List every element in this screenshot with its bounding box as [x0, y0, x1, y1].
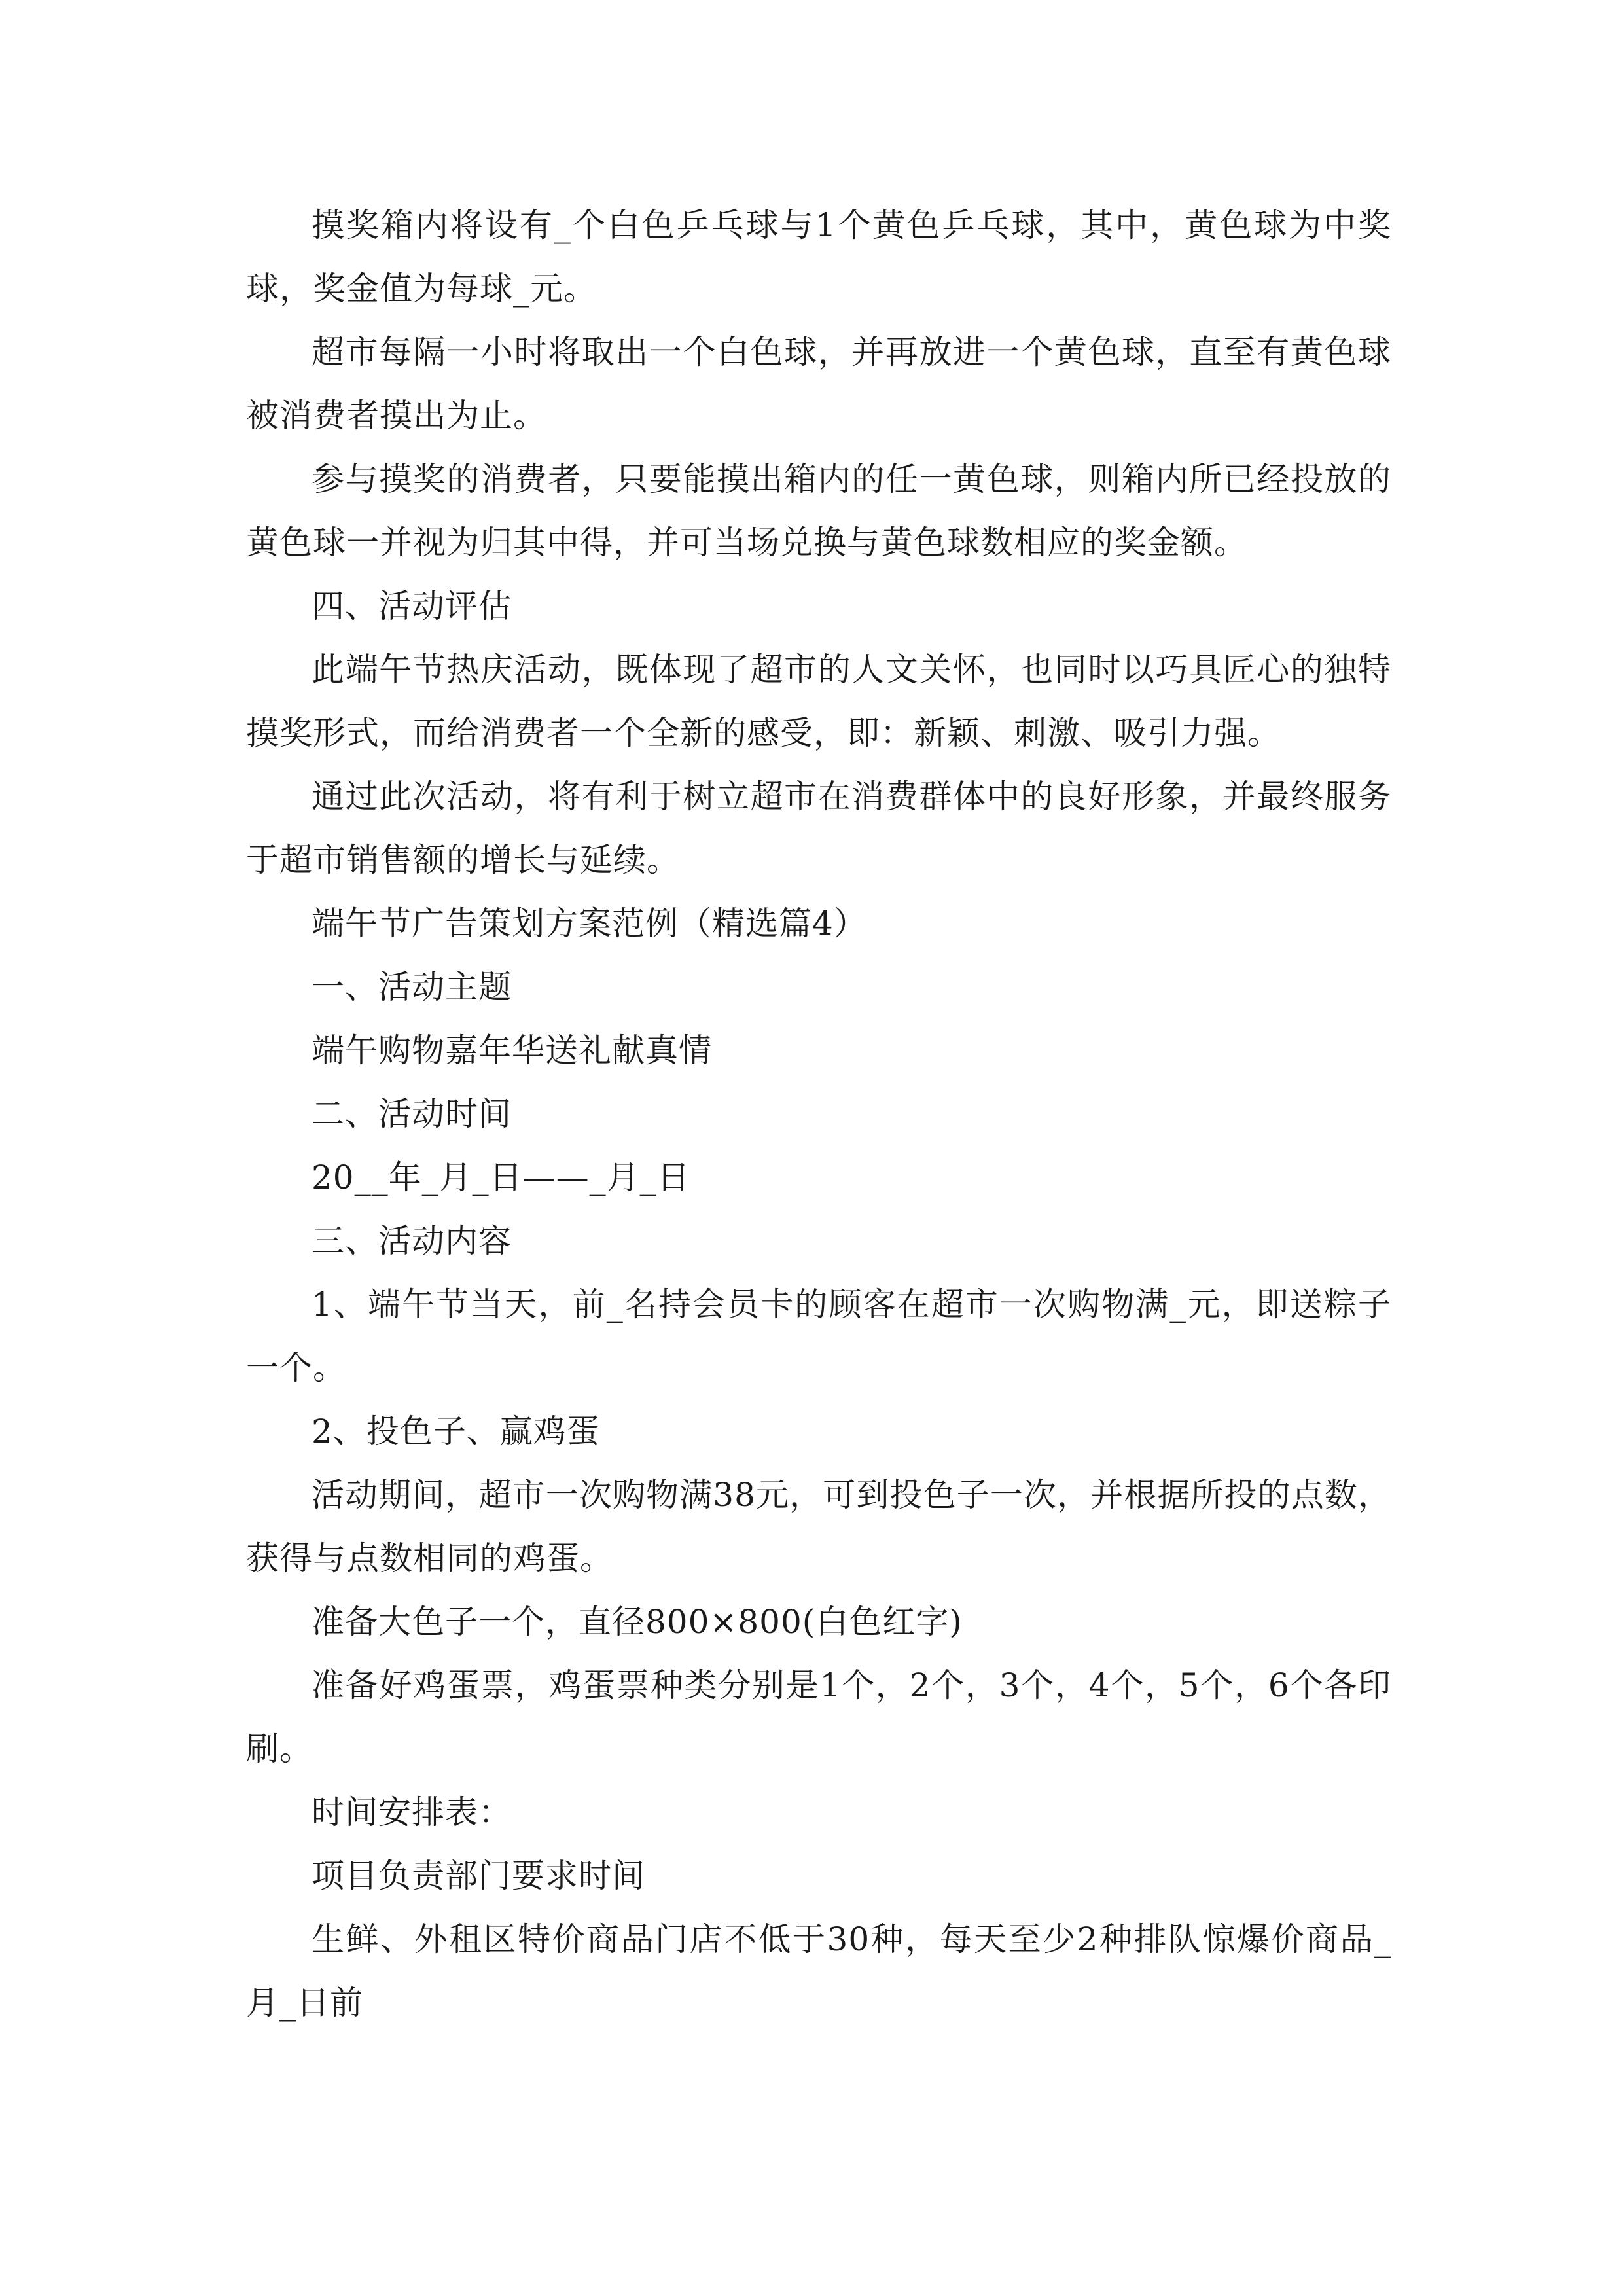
paragraph-dice-prep: 准备大色子一个，直径800×800(白色红字)	[312, 1603, 963, 1641]
heading-activity-theme: 一、活动主题	[312, 968, 512, 1006]
paragraph-schedule-row: 生鲜、外租区特价商品门店不低于30种，每天至少2种排队惊爆价商品_月_日前	[246, 1920, 1391, 2022]
paragraph-content-item-1: 1、端午节当天，前_名持会员卡的顾客在超市一次购物满_元，即送粽子一个。	[246, 1285, 1391, 1387]
paragraph-evaluation-benefit: 通过此次活动，将有利于树立超市在消费群体中的良好形象，并最终服务于超市销售额的增长与延续。	[246, 778, 1391, 879]
paragraph-hourly-swap: 超市每隔一小时将取出一个白色球，并再放进一个黄色球，直至有黄色球被消费者摸出为止。	[246, 333, 1391, 435]
paragraph-schedule-header: 项目负责部门要求时间	[312, 1857, 645, 1895]
paragraph-evaluation-detail: 此端午节热庆活动，既体现了超市的人文关怀，也同时以巧具匠心的独特摸奖形式，而给消费者一个全新的感受，即：新颖、刺激、吸引力强。	[246, 651, 1391, 752]
paragraph-participants: 参与摸奖的消费者，只要能摸出箱内的任一黄色球，则箱内所已经投放的黄色球一并视为归其中得，并可当场兑换与黄色球数相应的奖金额。	[246, 460, 1391, 562]
paragraph-theme: 端午购物嘉年华送礼献真情	[312, 1031, 712, 1069]
section-title-plan-4: 端午节广告策划方案范例（精选篇4）	[312, 905, 867, 942]
document-body	[246, 194, 1391, 2035]
paragraph-egg-tickets: 准备好鸡蛋票，鸡蛋票种类分别是1个，2个，3个，4个，5个，6个各印刷。	[246, 1666, 1391, 1768]
paragraph-time: 20__年_月_日——_月_日	[312, 1158, 690, 1196]
heading-activity-content: 三、活动内容	[312, 1222, 512, 1260]
paragraph-content-item-2: 2、投色子、赢鸡蛋	[312, 1412, 600, 1450]
heading-activity-evaluation: 四、活动评估	[312, 587, 512, 625]
heading-schedule: 时间安排表：	[312, 1793, 512, 1831]
paragraph-dice-rule: 活动期间，超市一次购物满38元，可到投色子一次，并根据所投的点数，获得与点数相同的鸡蛋。	[246, 1476, 1391, 1577]
paragraph-prize-box: 摸奖箱内将设有_个白色乒乓球与1个黄色乒乓球，其中，黄色球为中奖球，奖金值为每球_元。	[246, 206, 1391, 308]
heading-activity-time: 二、活动时间	[312, 1095, 512, 1133]
